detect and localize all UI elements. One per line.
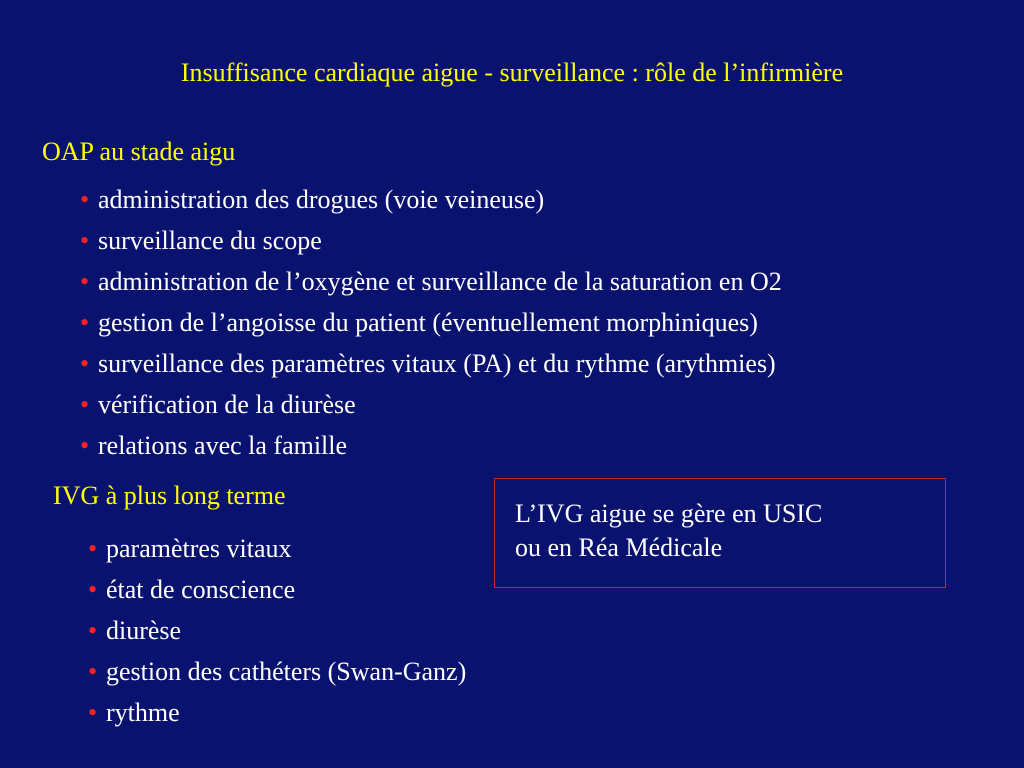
list-item	[80, 302, 782, 343]
bullet-icon: •	[88, 575, 98, 604]
bullet-icon: •	[80, 308, 90, 337]
section-heading-ivg: IVG à plus long terme	[53, 481, 286, 510]
list-item-text: gestion de l’angoisse du patient (éventuellement morphiniques)	[98, 308, 758, 337]
list-item-text: état de conscience	[106, 575, 296, 604]
bullet-icon: •	[88, 534, 98, 563]
bullet-icon: •	[88, 698, 98, 727]
bullet-icon: •	[80, 226, 90, 255]
bullet-icon: •	[80, 431, 90, 460]
list-item-text: administration des drogues (voie veineuse)	[98, 185, 545, 214]
list-item	[88, 528, 466, 569]
bullet-icon: •	[80, 267, 90, 296]
list-item-text: surveillance du scope	[98, 226, 322, 255]
bullet-icon: •	[80, 185, 90, 214]
list-item-text: relations avec la famille	[98, 431, 348, 460]
bullet-icon: •	[88, 616, 98, 645]
list-item-text: diurèse	[106, 616, 182, 645]
list-item-text: vérification de la diurèse	[98, 390, 356, 419]
list-item	[88, 692, 466, 733]
list-item	[80, 261, 782, 302]
list-item-text: gestion des cathéters (Swan-Ganz)	[106, 657, 467, 686]
list-item-text: surveillance des paramètres vitaux (PA) et du rythme (arythmies)	[98, 349, 776, 378]
note-line: L’IVG aigue se gère en USIC	[515, 499, 823, 528]
note-box	[494, 478, 946, 588]
list-item	[88, 610, 466, 651]
list-item	[88, 569, 466, 610]
list-item	[80, 343, 782, 384]
list-item	[80, 425, 782, 466]
bullet-icon: •	[80, 390, 90, 419]
list-item	[88, 651, 466, 692]
list-item	[80, 179, 782, 220]
slide-title: Insuffisance cardiaque aigue - surveillance : rôle de l’infirmière	[180, 58, 844, 87]
list-item-text: administration de l’oxygène et surveillance de la saturation en O2	[98, 267, 782, 296]
list-item-text: paramètres vitaux	[106, 534, 292, 563]
bullet-icon: •	[80, 349, 90, 378]
list-item	[80, 384, 782, 425]
list-item-text: rythme	[106, 698, 180, 727]
list-item	[80, 220, 782, 261]
bullet-list-ivg	[88, 528, 466, 733]
bullet-icon: •	[88, 657, 98, 686]
note-line: ou en Réa Médicale	[515, 533, 723, 562]
bullet-list-oap	[80, 179, 782, 466]
section-heading-oap: OAP au stade aigu	[42, 137, 236, 166]
